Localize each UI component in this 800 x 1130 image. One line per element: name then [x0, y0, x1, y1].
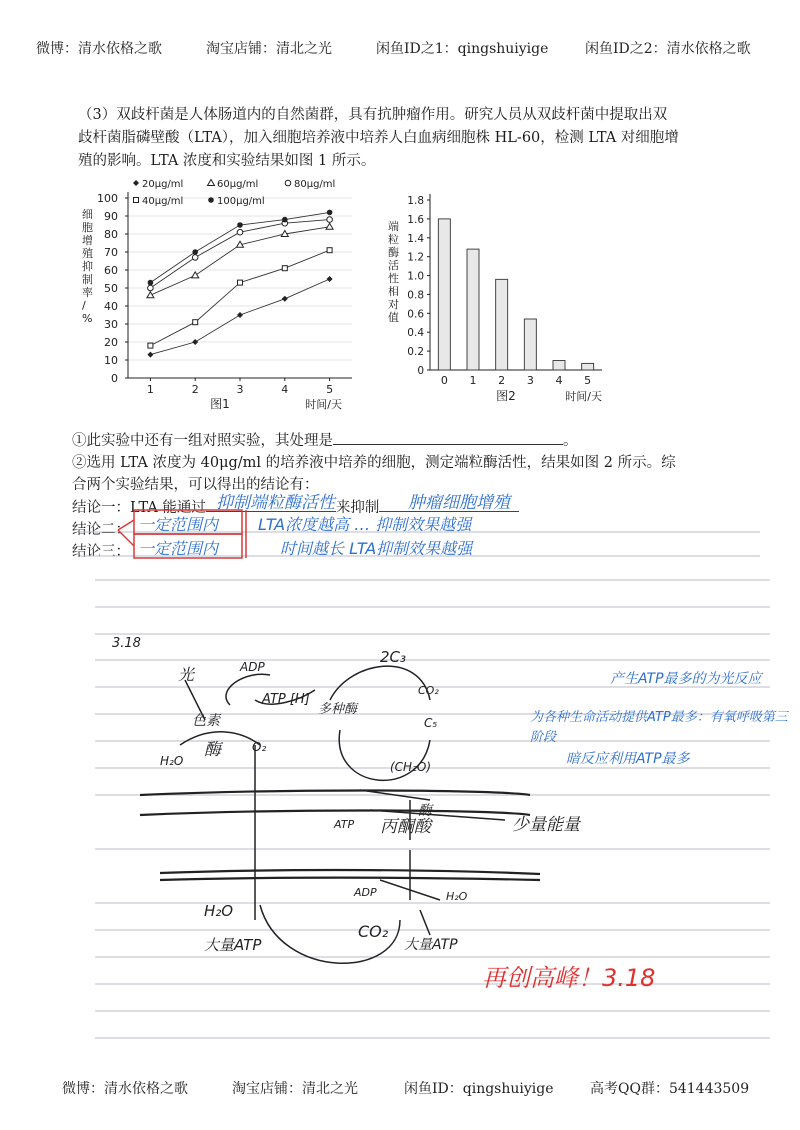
conclusion-1: 结论一：LTA 能通过 来抑制: [72, 496, 519, 517]
hand-answer-c1-blank2: 肿瘤细胞增殖: [408, 493, 510, 513]
y-tick-label: 50: [104, 282, 118, 295]
y-tick-label: 0: [417, 365, 424, 377]
y-tick-label: 1.8: [407, 195, 424, 207]
diagram-atp-h: ATP [H]: [262, 692, 310, 707]
watermark-taobao-bottom: 淘宝店铺：清北之光: [232, 1081, 358, 1097]
y-tick-label: 20: [104, 336, 118, 349]
hand-note-2: 为各种生命活动提供ATP最多：有氧呼吸第三阶段: [530, 710, 788, 745]
watermark-xianyu-2: 闲鱼ID之2：清水依格之歌: [585, 41, 751, 57]
y-tick-label: 1.6: [407, 213, 424, 226]
subquestion-1: ①此实验中还有一组对照实验，其处理是 。: [72, 430, 792, 452]
x-tick-label: 3: [526, 374, 534, 387]
y-tick-label: 0.4: [407, 327, 424, 340]
question-line: 殖的影响。LTA 浓度和实验结果如图 1 所示。: [78, 153, 376, 169]
legend-label: 80μg/ml: [294, 179, 336, 190]
x-tick-label: 5: [584, 374, 592, 387]
diagram-adp: ADP: [240, 660, 265, 674]
x-tick-label: 2: [191, 383, 199, 396]
watermark-weibo: 微博：清水依格之歌: [36, 41, 162, 57]
hand-answer-c3-box: 一定范围内: [138, 539, 219, 558]
diagram-big-atp-1: 大量ATP: [204, 936, 262, 954]
diagram-co2: CO₂: [418, 684, 439, 697]
diagram-o2: O₂: [252, 740, 267, 754]
hand-review-note: 再创高峰！3.18: [482, 964, 656, 992]
y-tick-label: 80: [104, 228, 118, 241]
diagram-h2o: H₂O: [160, 754, 184, 768]
diagram-pyruvate: 丙酮酸: [380, 817, 431, 837]
x-axis-label: 时间/天: [305, 398, 342, 410]
conclusion-2-label: 结论二：: [72, 522, 130, 538]
ruled-lines: [80, 532, 770, 1038]
membrane-lines: [140, 790, 540, 880]
y-tick-label: 10: [104, 354, 118, 367]
conclusion-3-label: 结论三：: [72, 544, 130, 560]
y-tick-label: 0.6: [407, 308, 424, 321]
y-tick-label: 40: [104, 300, 118, 313]
y-axis-label: 端粒酶活性相对值: [388, 220, 399, 324]
legend-label: 100μg/ml: [217, 196, 265, 207]
x-tick-label: 3: [236, 383, 244, 396]
diagram-pigment: 色素: [192, 713, 220, 729]
watermark-weibo-bottom: 微博：清水依格之歌: [62, 1081, 188, 1097]
hand-note-1: 产生ATP最多的为光反应: [610, 671, 762, 687]
hand-note-3: 暗反应利用ATP最多: [566, 751, 690, 767]
x-tick-label: 5: [326, 383, 334, 396]
diagram-co2-b: CO₂: [358, 922, 389, 941]
diagram-c3: 2C₃: [380, 648, 407, 666]
y-tick-label: 100: [97, 192, 118, 205]
watermark-xianyu-1: 闲鱼ID之1：qingshuiyige: [376, 41, 549, 57]
y-tick-label: 70: [104, 246, 118, 259]
diagram-h2o-2: H₂O: [446, 890, 468, 903]
diagram-enzyme: 酶: [204, 740, 221, 760]
y-axis-label: 细胞增殖抑制率/ %: [82, 208, 93, 325]
x-tick-label: 2: [498, 374, 506, 387]
diagram-h2o-3: H₂O: [204, 902, 234, 920]
diagram-atp: ATP: [334, 818, 355, 831]
x-tick-label: 4: [281, 383, 289, 396]
x-axis-label: 时间/天: [565, 390, 602, 403]
hand-answer-c3: 时间越长 LTA抑制效果越强: [280, 539, 473, 558]
x-tick-label: 0: [440, 374, 448, 387]
diagram-c5: C₅: [424, 716, 438, 730]
chart-title: 图2: [496, 389, 516, 403]
hand-answer-c2-box: 一定范围内: [138, 515, 219, 534]
y-tick-label: 1.0: [407, 270, 424, 283]
watermark-taobao: 淘宝店铺：清北之光: [206, 41, 332, 57]
diagram-multi-enzyme: 多种酶: [318, 702, 358, 717]
diagram-low-energy: 少量能量: [512, 815, 580, 835]
subquestion-2-line-2: 合两个实验结果，可以得出的结论有：: [72, 477, 319, 493]
diagram-adp-2: ADP: [354, 886, 377, 899]
watermark-qq-group: 高考QQ群：541443509: [590, 1081, 750, 1097]
chart-title: 图1: [210, 397, 230, 410]
legend-label: 20μg/ml: [142, 179, 184, 190]
y-tick-label: 1.2: [407, 251, 424, 264]
y-tick-label: 0.2: [407, 346, 424, 359]
legend-label: 40μg/ml: [142, 196, 184, 207]
question-line: 歧杆菌脂磷壁酸（LTA），加入细胞培养液中培养人白血病细胞株 HL-60，检测 LTA 对细胞增: [78, 130, 679, 146]
subquestion-2-line-1: ②选用 LTA 浓度为 40μg/ml 的培养液中培养的细胞，测定端粒酶活性，结果如图 2 所示。综: [72, 455, 676, 471]
diagram-ch2o: (CH₂O): [390, 760, 432, 774]
diagram-enzyme-2: 酶: [418, 803, 432, 819]
question-line: （3）双歧杆菌是人体肠道内的自然菌群，具有抗肿瘤作用。研究人员从双歧杆菌中提取出双: [78, 107, 668, 123]
y-tick-label: 90: [104, 210, 118, 223]
y-tick-label: 1.4: [407, 232, 424, 245]
hand-date-label: 3.18: [112, 636, 141, 651]
x-tick-label: 1: [469, 374, 477, 387]
diagram-light: 光: [178, 665, 195, 684]
y-tick-label: 0.8: [407, 289, 424, 302]
y-tick-label: 60: [104, 264, 118, 277]
hand-answer-c2: LTA浓度越高 … 抑制效果越强: [258, 515, 472, 534]
y-tick-label: 0: [111, 372, 118, 385]
hand-answer-c1-blank1: 抑制端粒酶活性: [216, 493, 335, 513]
diagram-big-atp-2: 大量ATP: [404, 937, 458, 953]
y-tick-label: 30: [104, 318, 118, 331]
legend-label: 60μg/ml: [217, 179, 259, 190]
x-tick-label: 4: [555, 374, 563, 387]
watermark-xianyu-bottom: 闲鱼ID：qingshuiyige: [404, 1081, 554, 1097]
x-tick-label: 1: [146, 383, 154, 396]
red-correction-boxes: [118, 510, 246, 558]
